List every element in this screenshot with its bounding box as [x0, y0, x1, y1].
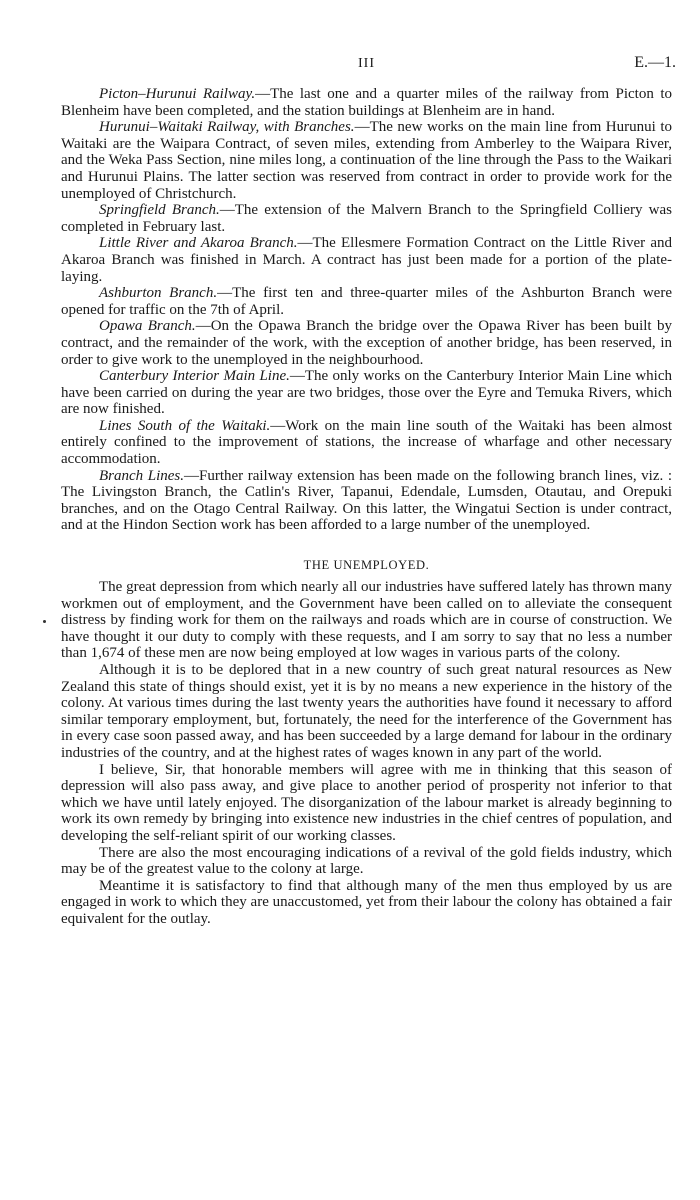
unemployed-section [61, 579, 672, 927]
paragraph-heading: Picton–Hurunui Railway. [99, 86, 256, 102]
paragraph-heading: Hurunui–Waitaki Railway, with Branches. [99, 119, 355, 136]
paragraph-text: —The Ellesmere Formation Contract on the Little River and Akaroa Branch was finished in March. A contract has just been made for a portion of the plate-laying. [61, 235, 672, 285]
paragraph-text: —The new works on the main line from Hurunui to Waitaki are the Waipara Contract, of seven miles, extending from Amberley to the Waipara River, and the Weka Pass Section, nine miles long, a continuation of the line through the Pass to the Waikari and Hurunui Plains. The latter section was reserved from contract in order to provide work for the unemployed of Christchurch. [61, 119, 672, 202]
paragraph-unemployed-3: I believe, Sir, that honorable members will agree with me in thinking that this season of depression will also pass away, and give place to another period of prosperity not inferior to that which we have until lately enjoyed. The disorganization of the labour market is already beginning to work its own remedy by bringing into existence new industries in the chief centres of population, and developing the self-reliant spirit of our working classes. [61, 761, 672, 844]
paragraph-text: —Work on the main line south of the Waitaki has been almost entirely confined to the improvement of stations, the increase of wharfage and other necessary accommodation. [61, 417, 672, 468]
paragraph-little-river-akaroa [61, 235, 672, 285]
paragraph-unemployed-5: Meantime it is satisfactory to find that although many of the men thus employed by us are engaged in work to which they are unaccustomed, yet from their labour the colony has obtained a fair equivalent for the outlay. [61, 877, 672, 927]
paragraph-text: —Further railway extension has been made on the following branch lines, viz. : The Livingston Branch, the Catlin's River, Tapanui, Edendale, Lumsden, Otautau, and Orepuki branches, and on the Otago Central Railway. On this latter, the Wingatui Section is under contract, and at the Hindon Section work has been afforded to a large number of the unemployed. [61, 467, 672, 534]
railway-works-section [61, 86, 672, 534]
paragraph-heading: Branch Lines. [99, 467, 184, 484]
document-reference: E.—1. [634, 54, 676, 71]
paragraph-text: —The last one and a quarter miles of the railway from Picton to Blenheim have been completed, and the station buildings at Blenheim are in hand. [61, 86, 673, 119]
paragraph-heading: Springfield Branch. [99, 202, 220, 219]
paragraph-heading: Opawa Branch. [99, 318, 196, 335]
paragraph-branch-lines [61, 468, 672, 534]
paragraph-springfield-branch [61, 202, 672, 235]
paragraph-heading: Canterbury Interior Main Line. [99, 368, 290, 385]
paragraph-hurunui-waitaki [61, 119, 672, 202]
page-number: III [358, 56, 375, 71]
paragraph-canterbury-interior [61, 368, 672, 418]
document-page [61, 54, 676, 928]
paragraph-heading: Little River and Akaroa Branch. [99, 235, 298, 252]
paragraph-picton-hurunui [61, 86, 672, 119]
paragraph-text: —The extension of the Malvern Branch to the Springfield Colliery was completed in February last. [61, 202, 673, 235]
section-title: THE UNEMPLOYED. [303, 558, 430, 573]
paragraph-heading: Lines South of the Waitaki. [99, 417, 271, 434]
paragraph-ashburton-branch [61, 285, 672, 318]
margin-mark [43, 620, 46, 623]
paragraph-lines-south-waitaki [61, 418, 672, 468]
paragraph-unemployed-2: Although it is to be deplored that in a new country of such great natural resources as New Zealand this state of things should exist, yet it is by no means a new experience in the history of the colony. At various times during the last twenty years the authorities have found it necessary to afford similar temporary employment, but, fortunately, the need for the interference of the Government has in every case soon passed away, and has been succeeded by a large demand for labour in the ordinary industries of the country, and at the highest rates of wages known in any part of the world. [61, 662, 672, 761]
paragraph-heading: Ashburton Branch. [99, 285, 218, 302]
paragraph-text: —The first ten and three-quarter miles of the Ashburton Branch were opened for traffic on the 7th of April. [61, 285, 672, 318]
paragraph-unemployed-1: The great depression from which nearly all our industries have suffered lately has thrown many workmen out of employment, and the Government have been called on to alleviate the consequent distress by finding work for them on the railways and roads which are in course of construction. We have thought it our duty to comply with these requests, and I am sorry to say that no less a number than 1,674 of these men are now being employed at low wages in various parts of the colony. [61, 579, 672, 662]
page-header [61, 54, 676, 86]
paragraph-text: —The only works on the Canterbury Interior Main Line which have been carried on during the year are two bridges, those over the Eyre and Temuka Rivers, which are now finished. [61, 368, 672, 418]
paragraph-unemployed-4: There are also the most encouraging indications of a revival of the gold fields industry, which may be of the greatest value to the colony at large. [61, 844, 672, 878]
paragraph-opawa-branch [61, 318, 672, 368]
paragraph-text: —On the Opawa Branch the bridge over the Opawa River has been built by contract, and the remainder of the work, with the exception of another bridge, has been reserved, in order to give work to the unemployed in the neighbourhood. [61, 318, 672, 368]
